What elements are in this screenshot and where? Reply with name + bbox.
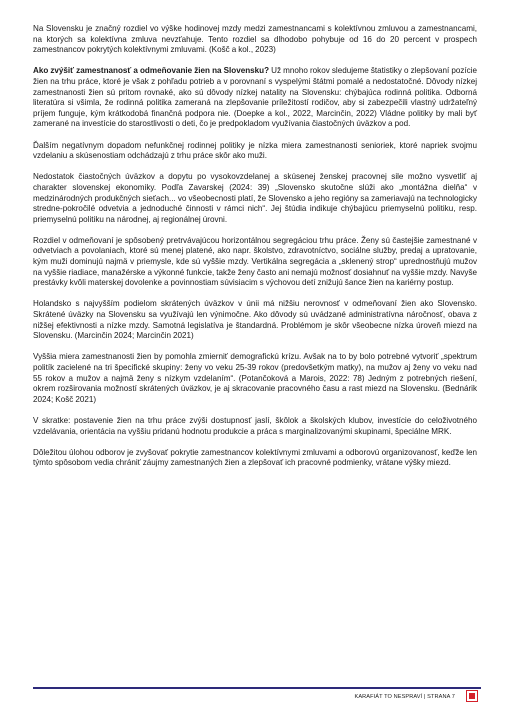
paragraph-3 [33, 141, 477, 162]
paragraph-5-text: Rozdiel v odmeňovaní je spôsobený pretrvávajúcou horizontálnou segregáciou trhu práce. Ženy sú častejšie zamestnané v odvetviach a povolaniach, ktoré sú menej platené, ako napr. školstvo, zdravotníctvo, sociálne služby, predaj a upratovanie, kým muži dominujú najmä v priemysle, kde sú vyššie mzdy. Vertikálna segregácia a „sklenený strop“ uprednostňujú mužov na vyššie riadiace, manažérske a výkonné funkcie, takže ženy často ani nemajú možnosť dosiahnuť na vyššie mzdy. Navyše prestávky kvôli materskej dovolenke a povinnostiam súvisiacim s výchovou detí znižujú šance žien na kariérny postup. [33, 235, 477, 288]
paragraph-2-lead: Ako zvýšiť zamestnanosť a odmeňovanie žien na Slovensku? [33, 66, 270, 76]
paragraph-8 [33, 416, 477, 437]
paragraph-2 [33, 66, 477, 130]
paragraph-3-text: Ďalším negatívnym dopadom nefunkčnej rodinnej politiky je nízka miera zamestnanosti senioriek, ktoré napriek svojmu vzdelaniu a skúsenostiam odchádzajú z trhu práce skôr ako muži. [33, 140, 477, 161]
paragraph-7-text: Vyššia miera zamestnanosti žien by pomohla zmierniť demografickú krízu. Avšak na to by bolo potrebné vytvoriť „spektrum politík zacielené na tri špecifické skupiny: ženy vo veku 25-39 rokov (predovšetkým matky), na mužov aj ženy vo veku nad 55 rokov a mužov a najmä ženy s nízkym vzdelaním“. (Potančoková a Marois, 2022: 78) Jedným z potrebných riešení, okrem rozširovania možností skrátených úväzkov, je aj skracovanie pracovného času a rast miezd na Slovensku. (Bednárik 2024; Košč 2021) [33, 352, 477, 404]
paragraph-9 [33, 448, 477, 469]
paragraph-5 [33, 236, 477, 289]
paragraph-6-text: Holandsko s najvyšším podielom skrátených úväzkov v únii má nižšiu nerovnosť v odmeňovaní žien ako Slovensko. Skrátené úväzky na Slovensku sa využívajú len výnimočne. Ako dôvody sú uvádzané administratívna náročnosť, obava z nižšej efektivnosti a nízke mzdy. Samotná legislatíva je štandardná. Problémom je skôr všeobecne nízka úroveň miezd na Slovensku. (Marcinčin 2024; Marcinčin 2021) [33, 299, 477, 341]
footer-page-label: KARAFIÁT TO NESPRAVÍ | STRANA 7 [354, 694, 455, 700]
paragraph-9-text: Dôležitou úlohou odborov je zvyšovať pokrytie zamestnancov kolektívnymi zmluvami a odborovú organizovanosť, keďže len týmto spôsobom vedia chrániť záujmy zamestnaných žien a zlepšovať ich pracovné podmienky, vrátane výšky miezd. [33, 447, 477, 468]
paragraph-7 [33, 352, 477, 405]
paragraph-1-text: Na Slovensku je značný rozdiel vo výške hodinovej mzdy medzi zamestnancami s kolektívnou zmluvou a zamestnancami, na ktorých sa kolektívna zmluva nevzťahuje. Tento rozdiel sa dlhodobo pohybuje od 16 do 20 percent v prospech zamestnancov pokrytých kolektívnymi zmluvami. (Košč a kol., 2023) [33, 24, 477, 55]
footer-square-icon [466, 690, 478, 702]
paragraph-4 [33, 172, 477, 225]
paragraph-8-text: V skratke: postavenie žien na trhu práce zvýši dostupnosť jaslí, škôlok a školských klubov, investície do celoživotného vzdelávania, orientácia na vyššiu pridanú hodnotu produkcie a práca s marginalizovanými skupinami, špeciálne MRK. [33, 415, 477, 436]
paragraph-1 [33, 24, 477, 56]
paragraph-2-text: Už mnoho rokov sledujeme štatistiky o zlepšovaní pozície žien na trhu práce, ktoré je však z pohľadu potrieb a v porovnaní s vyspelými štátmi pomalé a nedostatočné. Dôvody nízkej zamestnanosti žien sú pritom rovnaké, ako sú dôvody nízkej natality na Slovensku: chýbajúca rodinná politika. Odborná literatúra si všimla, že rodinná politika zameraná na zlepšovanie príležitostí rodičov, aby si zabezpečili vlastný udržateľný príjem funguje, kým krátkodobá finančná podpora nie. (Doepke a kol., 2022, Marcinčin, 2022) Vládne politiky by mali byť zamerané na investície do starostlivosti o deti, čo je predpokladom využívania čiastočných úväzkov a pod. [33, 66, 477, 129]
document-body [33, 24, 477, 480]
paragraph-6 [33, 299, 477, 341]
footer-rule [33, 687, 481, 689]
paragraph-4-text: Nedostatok čiastočných úväzkov a dopytu po vysokovzdelanej a skúsenej ženskej pracovnej sile možno vysvetliť aj charakter slovenskej ekonomiky. Podľa Zavarskej (2024: 39) „Slovensko skutočne slúži ako „montážna dielňa“ v medzinárodných produkčných sieťach... vo všeobecnosti platí, že Slovensko a jeho regióny sa zameriavajú na technologicky stredne-pokročilé odvetvia a jednoduché činnosti v rámci nich“. Jej štúdia indikuje chýbajúcu priemyselnú politiku, resp. priemyselnú politiku na národnej, aj regionálnej úrovni. [33, 172, 477, 224]
